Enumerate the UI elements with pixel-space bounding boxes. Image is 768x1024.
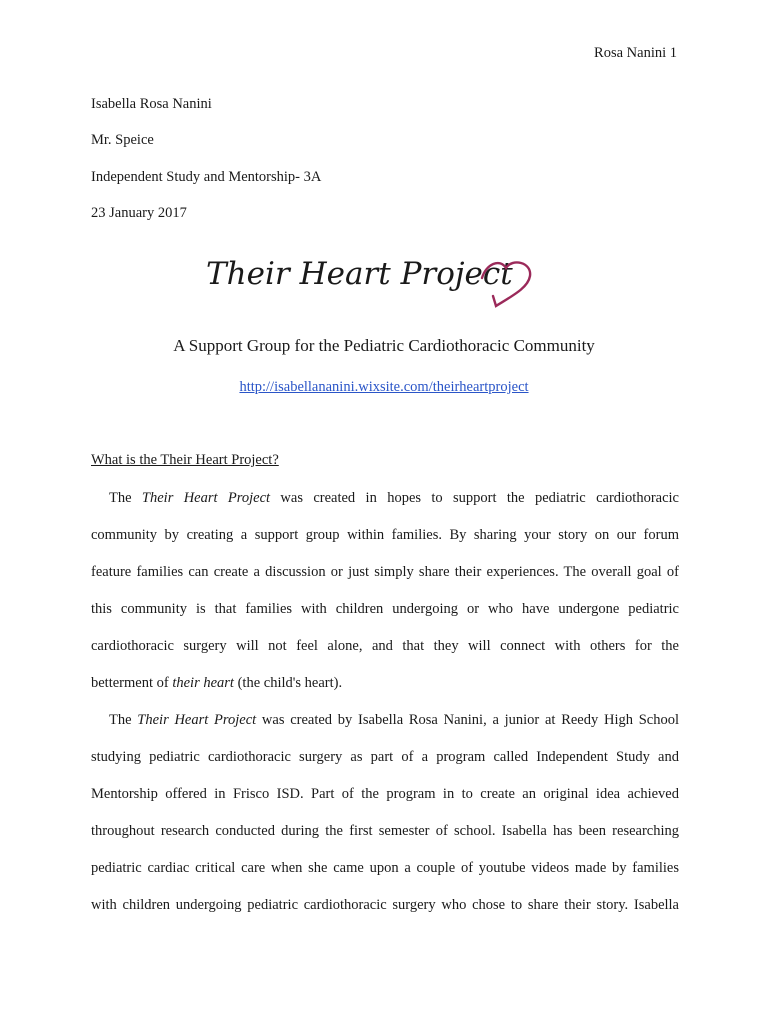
paragraph-2-line-5: pediatric cardiac critical care when she came upon a couple of youtube videos made by families <box>91 860 679 876</box>
paragraph-1-line-2: community by creating a support group within families. By sharing your story on our forum <box>91 527 679 543</box>
paragraph-2-line-3: Mentorship offered in Frisco ISD. Part of the program in to create an original idea achieved <box>91 786 679 802</box>
section-heading: What is the Their Heart Project? <box>91 452 279 468</box>
page-header-label: Rosa Nanini 1 <box>594 45 677 61</box>
paragraph-2-line-6: with children undergoing pediatric cardiothoracic surgery who chose to share their story. Isabella <box>91 897 679 913</box>
paragraph-1-line-6: betterment of their heart (the child's heart). <box>91 675 343 691</box>
paragraph-2-line-4: throughout research conducted during the first semester of school. Isabella has been researching <box>91 823 679 839</box>
website-link-wrap <box>0 379 768 396</box>
logo-graphic <box>200 244 540 314</box>
paragraph-1-line-5: cardiothoracic surgery will not feel alone, and that they will connect with others for the <box>91 638 679 654</box>
document-subtitle: A Support Group for the Pediatric Cardiothoracic Community <box>173 336 595 355</box>
teacher-name: Mr. Speice <box>91 132 154 148</box>
author-name: Isabella Rosa Nanini <box>91 96 212 112</box>
paragraph-1-line-1: The Their Heart Project was created in hopes to support the pediatric cardiothoracic <box>109 490 679 506</box>
their-heart-project-logo <box>200 244 540 314</box>
paragraph-1-line-3: feature families can create a discussion or just simply share their experiences. The overall goal of <box>91 564 679 580</box>
paragraph-1-line-4: this community is that families with children undergoing or who have undergone pediatric <box>91 601 679 617</box>
paragraph-2-line-1: The Their Heart Project was created by Isabella Rosa Nanini, a junior at Reedy High School <box>109 712 680 728</box>
document-date: 23 January 2017 <box>91 205 187 221</box>
paragraph-2-line-2: studying pediatric cardiothoracic surgery as part of a program called Independent Study and <box>91 749 679 765</box>
logo-text: Their Heart Project <box>206 256 513 292</box>
website-link[interactable]: http://isabellananini.wixsite.com/theirheartproject <box>239 379 529 395</box>
course-name: Independent Study and Mentorship- 3A <box>91 169 322 185</box>
